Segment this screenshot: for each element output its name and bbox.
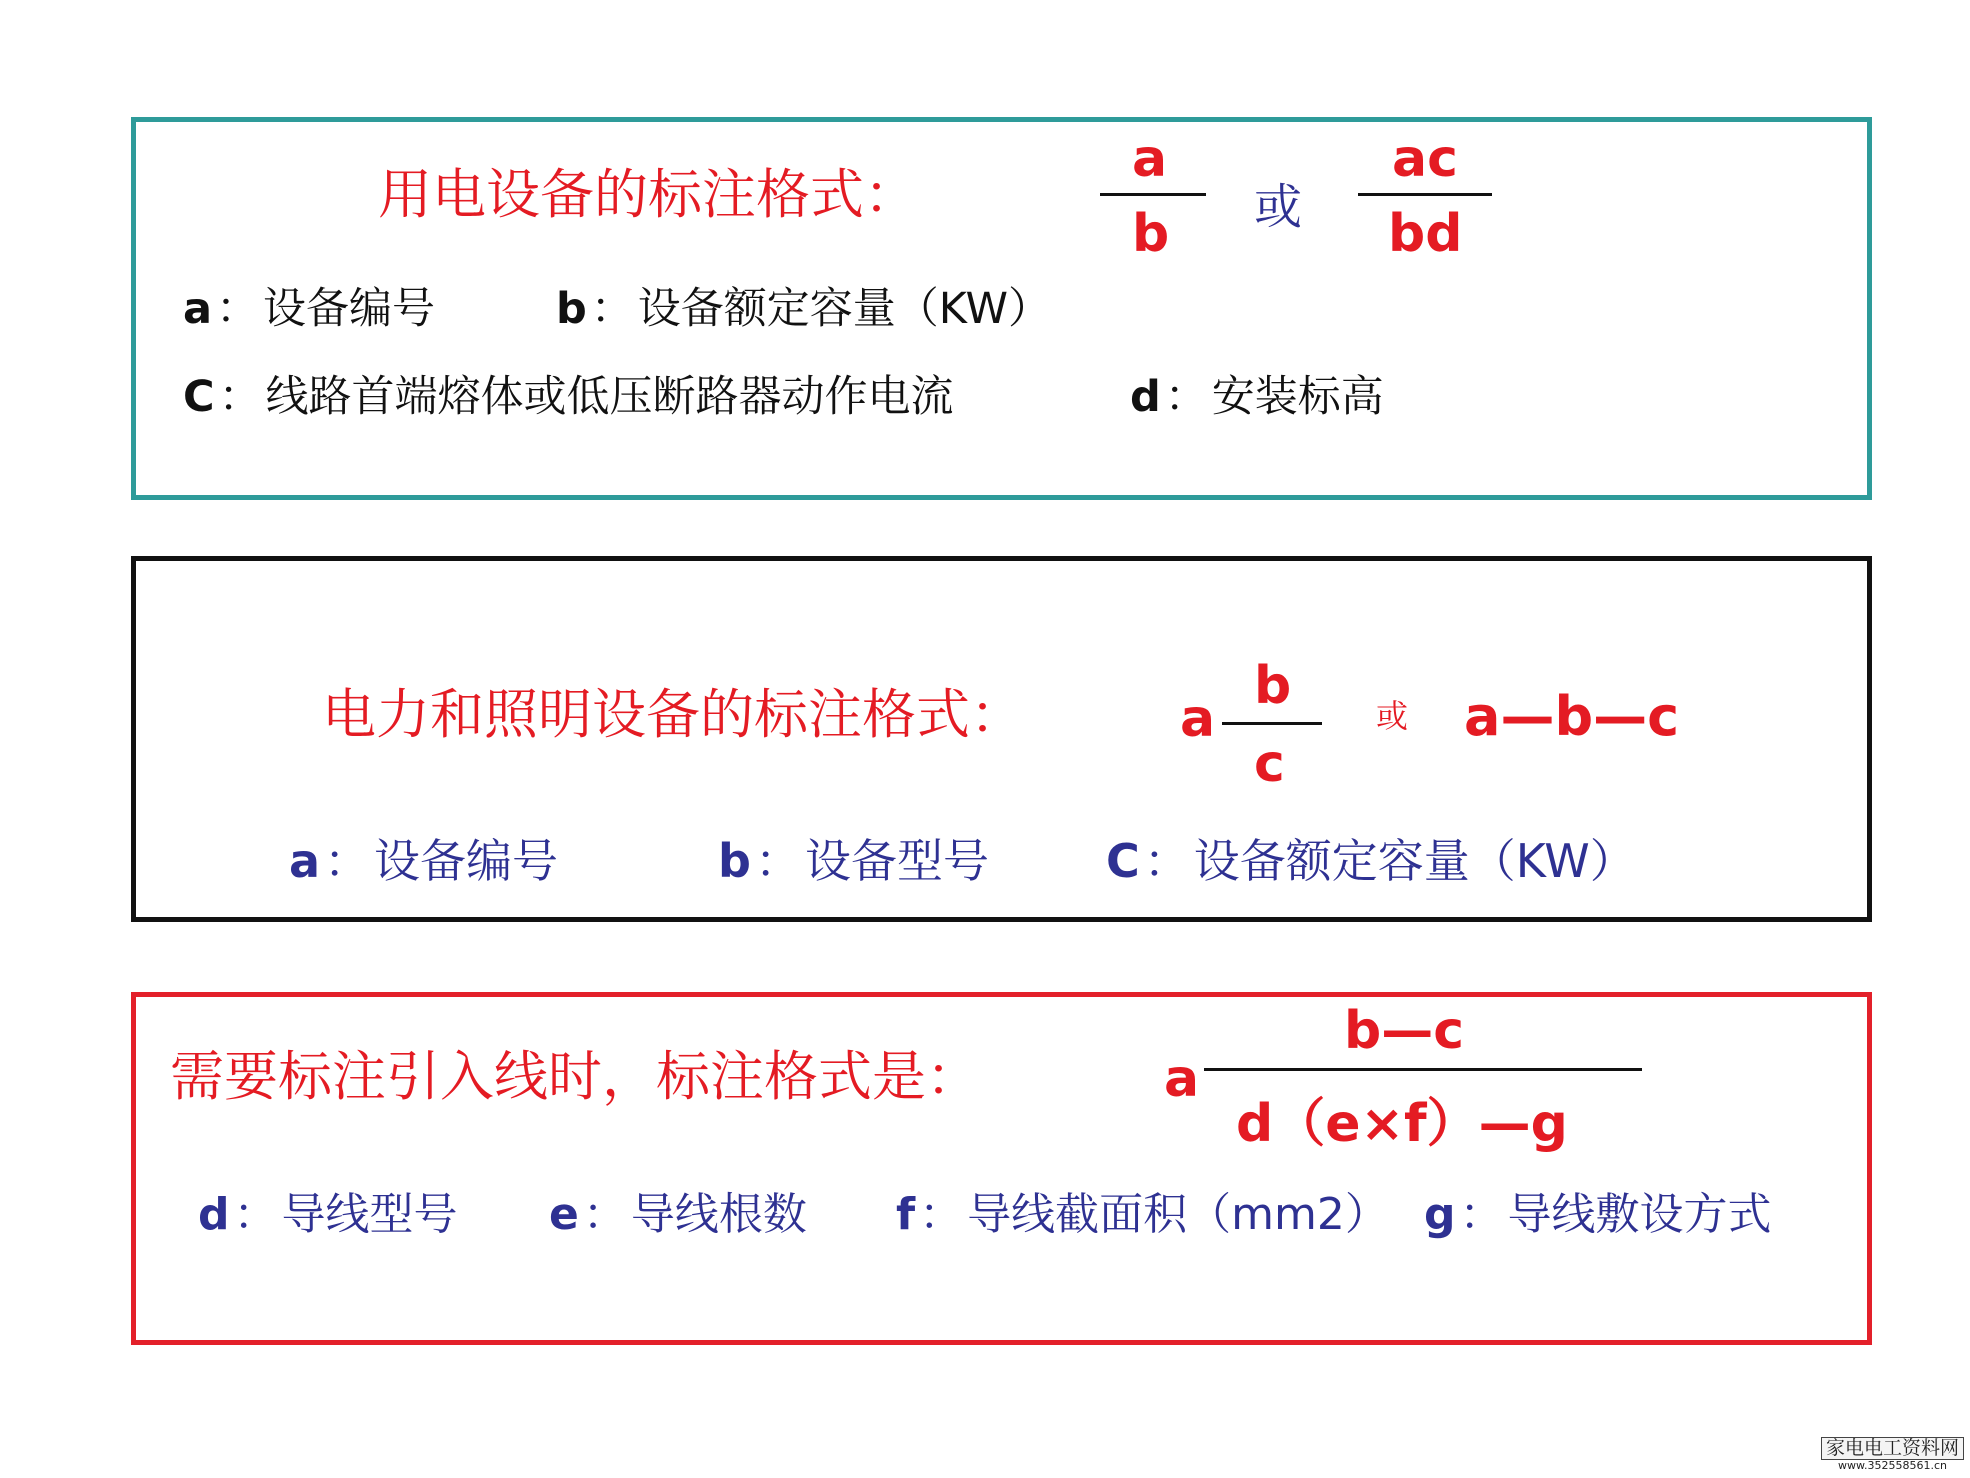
section-3-fraction-numerator: b—c <box>1344 1001 1465 1061</box>
section-1-legend-a: a：设备编号 <box>183 284 436 334</box>
watermark-title: 家电电工资料网 <box>1821 1437 1964 1461</box>
section-1-fraction-2-bar <box>1358 193 1492 196</box>
section-3-prefix: a <box>1164 1049 1200 1109</box>
section-2-or-label: 或 <box>1376 697 1409 735</box>
section-2-fraction-bar <box>1222 722 1322 725</box>
section-1-fraction-1-denominator: b <box>1132 204 1170 264</box>
section-2-fraction-numerator: b <box>1254 656 1292 716</box>
section-3-title: 需要标注引入线时，标注格式是： <box>170 1045 980 1108</box>
section-3-fraction-denominator: d（e×f）—g <box>1236 1094 1568 1154</box>
section-2-title: 电力和照明设备的标注格式： <box>322 683 1024 746</box>
section-2-legend-b: b：设备型号 <box>718 834 989 888</box>
section-1-title: 用电设备的标注格式： <box>378 163 918 226</box>
section-2-alt-format: a—b—c <box>1464 685 1680 748</box>
section-1-fraction-2-numerator: ac <box>1392 129 1458 189</box>
section-3-legend-f: f：导线截面积（mm2） <box>896 1189 1389 1240</box>
section-1-legend-b: b：设备额定容量（KW） <box>556 284 1051 334</box>
section-2-prefix: a <box>1180 689 1216 749</box>
section-1-or-label: 或 <box>1254 179 1303 235</box>
watermark-url: www.352558561.cn <box>1838 1459 1947 1473</box>
section-3-legend-d: d：导线型号 <box>198 1189 458 1240</box>
site-watermark <box>1821 1437 1964 1472</box>
section-1-fraction-1-numerator: a <box>1132 129 1168 189</box>
section-2-legend-a: a：设备编号 <box>289 834 559 888</box>
section-2-fraction-denominator: c <box>1254 734 1285 794</box>
section-1-legend-d: d：安装标高 <box>1130 372 1384 422</box>
section-3-fraction-bar <box>1204 1068 1642 1071</box>
section-1-legend-c: C：线路首端熔体或低压断路器动作电流 <box>183 372 954 422</box>
section-1-fraction-1-bar <box>1100 193 1206 196</box>
section-2-legend-c: C：设备额定容量（KW） <box>1106 834 1636 888</box>
section-3-legend-g: g：导线敷设方式 <box>1424 1189 1772 1240</box>
section-1-fraction-2-denominator: bd <box>1388 204 1463 264</box>
section-3-legend-e: e：导线根数 <box>549 1189 807 1240</box>
